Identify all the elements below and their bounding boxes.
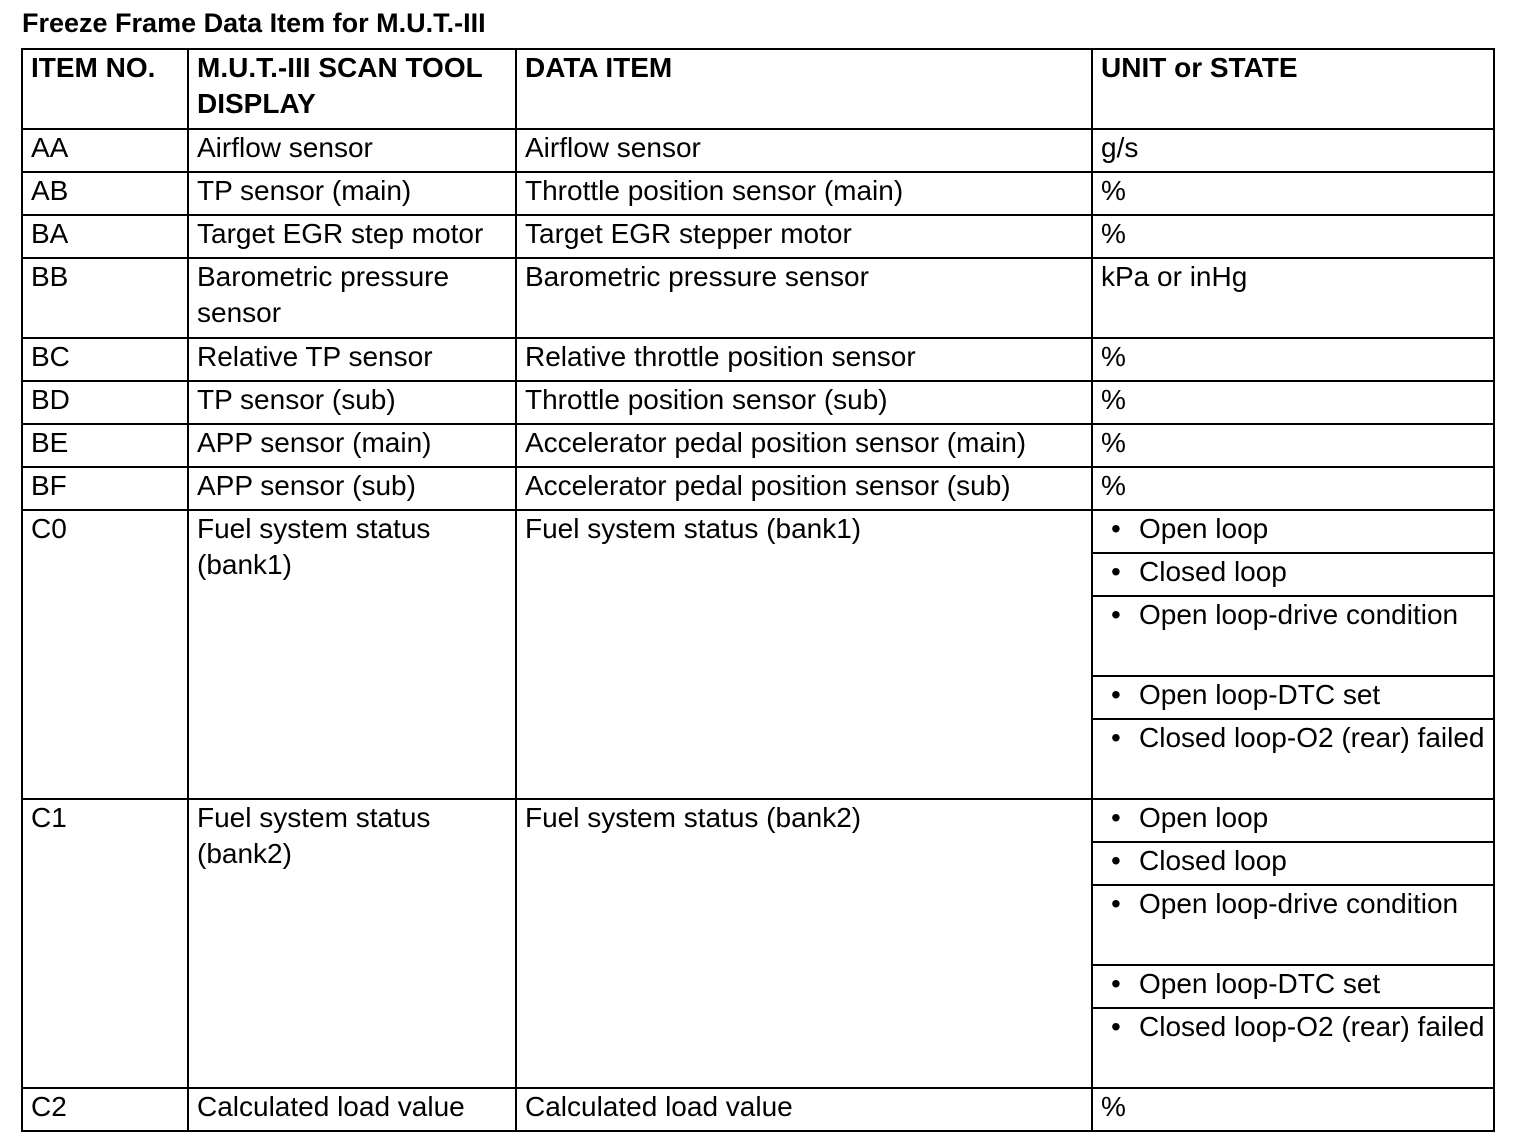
bullet-icon: • (1111, 802, 1121, 833)
table-row (22, 172, 1494, 215)
document-title: Freeze Frame Data Item for M.U.T.-III (22, 8, 486, 38)
item-no-cell: AA (22, 129, 188, 172)
unit-cell: % (1092, 381, 1494, 424)
header-item-no: ITEM NO. (22, 49, 188, 129)
state-text: Open loop (1139, 802, 1269, 833)
unit-cell: % (1092, 467, 1494, 510)
display-cell: TP sensor (main) (188, 172, 516, 215)
display-cell: Airflow sensor (188, 129, 516, 172)
unit-cell: % (1092, 424, 1494, 467)
display-cell: Fuel system status (bank2) (188, 799, 516, 1088)
display-cell: Calculated load value (188, 1088, 516, 1131)
unit-cell: % (1092, 1088, 1494, 1131)
data-item-cell: Calculated load value (516, 1088, 1092, 1131)
data-item-cell: Fuel system status (bank2) (516, 799, 1092, 1088)
display-cell: TP sensor (sub) (188, 381, 516, 424)
table-row (22, 258, 1494, 338)
state-text: Closed loop (1139, 845, 1287, 876)
table-row (22, 338, 1494, 381)
state-item (1101, 597, 1485, 633)
data-item-cell: Throttle position sensor (main) (516, 172, 1092, 215)
state-item (1101, 966, 1485, 1002)
display-cell: Barometric pressure sensor (188, 258, 516, 338)
state-item (1101, 554, 1485, 590)
freeze-frame-table (21, 48, 1495, 1132)
state-text: Open loop (1139, 513, 1269, 544)
data-item-cell: Barometric pressure sensor (516, 258, 1092, 338)
item-no-cell: BA (22, 215, 188, 258)
data-item-cell: Accelerator pedal position sensor (sub) (516, 467, 1092, 510)
state-cell (1092, 1008, 1494, 1088)
state-cell (1092, 719, 1494, 799)
state-item (1101, 800, 1485, 836)
state-text: Closed loop (1139, 556, 1287, 587)
state-item (1101, 677, 1485, 713)
table-row (22, 215, 1494, 258)
bullet-icon: • (1111, 513, 1121, 544)
state-cell (1092, 885, 1494, 965)
state-item (1101, 1009, 1485, 1045)
state-text: Open loop-drive condition (1139, 888, 1459, 919)
state-text: Closed loop-O2 (rear) failed (1139, 722, 1485, 753)
unit-cell: % (1092, 172, 1494, 215)
state-cell (1092, 842, 1494, 885)
item-no-cell: C0 (22, 510, 188, 799)
bullet-icon: • (1111, 599, 1121, 630)
unit-cell: % (1092, 338, 1494, 381)
item-no-cell: C2 (22, 1088, 188, 1131)
bullet-icon: • (1111, 845, 1121, 876)
display-cell: APP sensor (sub) (188, 467, 516, 510)
state-item (1101, 511, 1485, 547)
header-row (22, 49, 1494, 129)
table-row (22, 799, 1494, 842)
display-cell: Target EGR step motor (188, 215, 516, 258)
bullet-icon: • (1111, 968, 1121, 999)
state-cell (1092, 965, 1494, 1008)
state-text: Open loop-DTC set (1139, 679, 1381, 710)
state-item (1101, 720, 1485, 756)
data-item-cell: Target EGR stepper motor (516, 215, 1092, 258)
state-cell (1092, 510, 1494, 553)
table-row (22, 510, 1494, 553)
header-data-item: DATA ITEM (516, 49, 1092, 129)
table-row (22, 424, 1494, 467)
state-cell (1092, 553, 1494, 596)
header-display: M.U.T.-III SCAN TOOL DISPLAY (188, 49, 516, 129)
item-no-cell: BE (22, 424, 188, 467)
bullet-icon: • (1111, 888, 1121, 919)
table-row (22, 129, 1494, 172)
data-item-cell: Relative throttle position sensor (516, 338, 1092, 381)
bullet-icon: • (1111, 679, 1121, 710)
display-cell: Relative TP sensor (188, 338, 516, 381)
item-no-cell: AB (22, 172, 188, 215)
unit-cell: g/s (1092, 129, 1494, 172)
state-text: Open loop-drive condition (1139, 599, 1459, 630)
unit-cell: % (1092, 215, 1494, 258)
bullet-icon: • (1111, 1011, 1121, 1042)
item-no-cell: BD (22, 381, 188, 424)
state-cell (1092, 676, 1494, 719)
data-item-cell: Throttle position sensor (sub) (516, 381, 1092, 424)
bullet-icon: • (1111, 722, 1121, 753)
data-item-cell: Accelerator pedal position sensor (main) (516, 424, 1092, 467)
item-no-cell: C1 (22, 799, 188, 1088)
item-no-cell: BC (22, 338, 188, 381)
bullet-icon: • (1111, 556, 1121, 587)
display-cell: APP sensor (main) (188, 424, 516, 467)
table-row (22, 467, 1494, 510)
item-no-cell: BF (22, 467, 188, 510)
state-item (1101, 886, 1485, 922)
item-no-cell: BB (22, 258, 188, 338)
display-cell: Fuel system status (bank1) (188, 510, 516, 799)
state-text: Open loop-DTC set (1139, 968, 1381, 999)
state-item (1101, 843, 1485, 879)
state-text: Closed loop-O2 (rear) failed (1139, 1011, 1485, 1042)
state-cell (1092, 596, 1494, 676)
table-row (22, 381, 1494, 424)
unit-cell: kPa or inHg (1092, 258, 1494, 338)
header-unit: UNIT or STATE (1092, 49, 1494, 129)
state-cell (1092, 799, 1494, 842)
data-item-cell: Fuel system status (bank1) (516, 510, 1092, 799)
data-item-cell: Airflow sensor (516, 129, 1092, 172)
